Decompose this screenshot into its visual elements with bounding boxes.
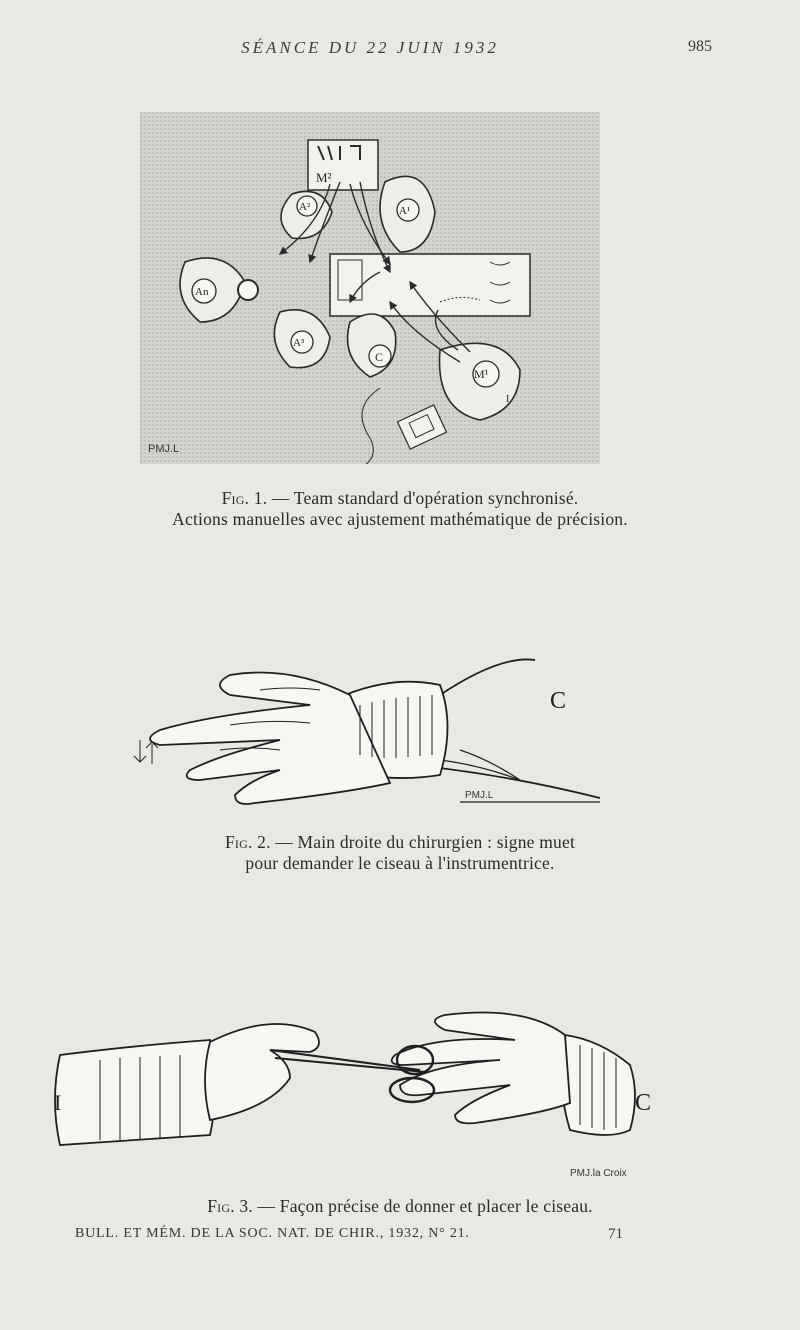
figure-2-letter: C [550,688,567,714]
figure-2-caption [60,832,740,874]
diagram-label-m1: M¹ [474,367,489,381]
figure-3-illustration [40,1000,680,1190]
figure-2-signature: PMJ.L [465,790,494,801]
figure-3-caption-line-1: — Façon précise de donner et placer le ciseau. [252,1196,593,1216]
figure-1-caption-line-2: Actions manuelles avec ajustement mathématique de précision. [172,509,628,529]
figure-2-caption-line-2: pour demander le ciseau à l'instrumentrice. [245,853,555,873]
diagram-label-a2: A² [299,201,311,213]
sheet-number: 71 [608,1226,623,1242]
figure-2-label: Fig. 2. [224,832,271,852]
figure-1-label: Fig. 1. [221,488,268,508]
figure-1-caption-line-1: — Team standard d'opération synchronisé. [267,488,579,508]
diagram-label-c: C [375,350,384,364]
journal-footer: BULL. ET MÉM. DE LA SOC. NAT. DE CHIR., 1932, N° 21. [75,1226,470,1241]
figure-1-caption [60,488,740,530]
diagram-label-i: I [506,394,510,405]
figure-2-caption-line-1: — Main droite du chirurgien : signe muet [270,832,576,852]
operating-table [330,254,530,316]
figure-1-signature: PMJ.L [148,443,180,455]
figure-3-letter-left: I [54,1090,62,1115]
diagram-label-a3: A³ [293,337,305,349]
diagram-label-an: An [195,286,209,298]
running-title: SÉANCE DU 22 JUIN 1932 [241,38,499,57]
figure-3-letter-right: C [635,1090,652,1116]
diagram-label-a1: A¹ [399,205,411,217]
diagram-label-m2: M² [316,170,332,185]
figure-3-label: Fig. 3. [207,1196,253,1216]
figure-2-illustration [110,650,610,815]
figure-3-signature: PMJ.la Croix [570,1168,627,1179]
figure-3-caption [60,1196,740,1217]
figure-1-diagram [140,112,600,464]
page-number: 985 [688,38,712,55]
